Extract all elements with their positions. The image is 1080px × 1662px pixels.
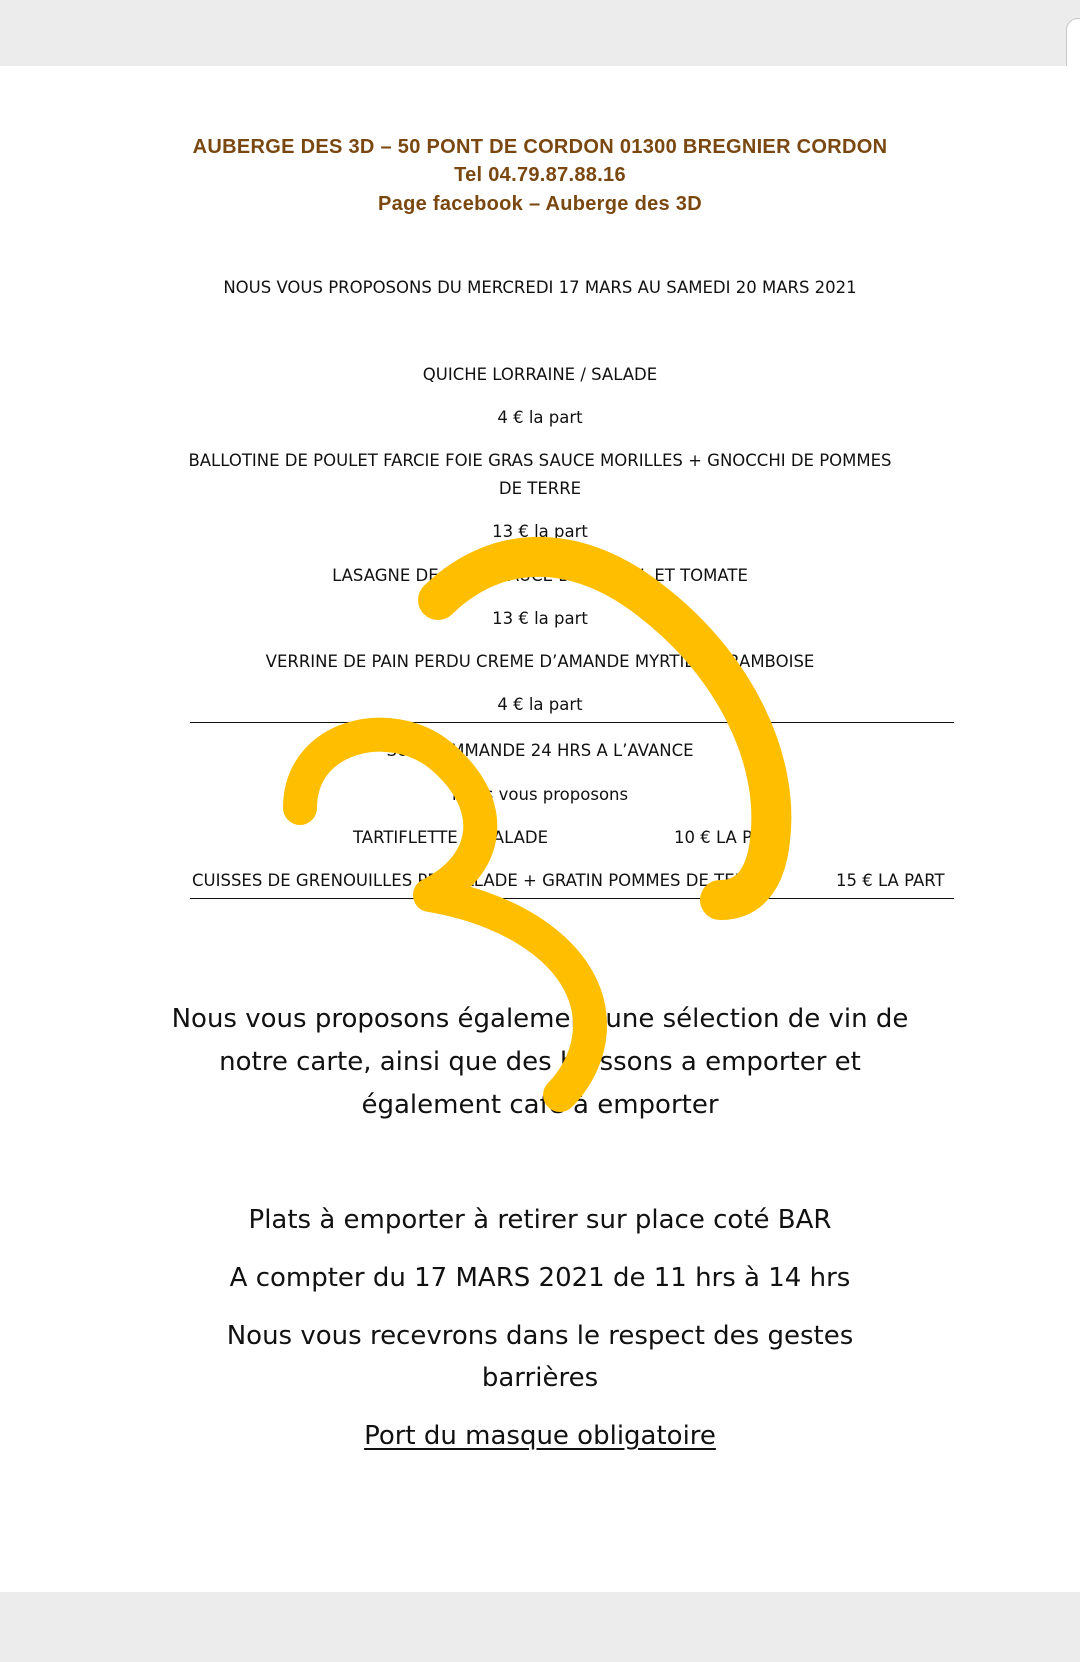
menu-item-name: BALLOTINE DE POULET FARCIE FOIE GRAS SAUCE MORILLES + GNOCCHI DE POMMES bbox=[188, 451, 892, 470]
menu-item-price: 13 € la part bbox=[492, 609, 588, 628]
header-address: AUBERGE DES 3D – 50 PONT DE CORDON 01300 BREGNIER CORDON bbox=[192, 136, 888, 158]
header-phone: Tel 04.79.87.88.16 bbox=[454, 164, 626, 186]
order-item-name: CUISSES DE GRENOUILLES PERSILLADE + GRATIN POMMES DE TERRE bbox=[192, 871, 768, 890]
order-section-subtitle: Nous vous proposons bbox=[451, 785, 629, 804]
menu-item-price: 4 € la part bbox=[497, 408, 583, 427]
wine-note: notre carte, ainsi que des boissons a emporter et bbox=[219, 1047, 861, 1077]
order-section-title: SUR COMMANDE 24 HRS A L’AVANCE bbox=[386, 741, 694, 760]
divider-bottom bbox=[190, 898, 954, 899]
intro-dates: NOUS VOUS PROPOSONS DU MERCREDI 17 MARS AU SAMEDI 20 MARS 2021 bbox=[223, 278, 857, 297]
pickup-safety: Nous vous recevrons dans le respect des gestes bbox=[226, 1321, 854, 1351]
menu-item-name: VERRINE DE PAIN PERDU CREME D’AMANDE MYRTILLE/FRAMBOISE bbox=[265, 652, 815, 671]
menu-item-name: QUICHE LORRAINE / SALADE bbox=[422, 365, 658, 384]
mask-requirement: Port du masque obligatoire bbox=[364, 1421, 716, 1451]
pickup-safety-continued: barrières bbox=[481, 1363, 599, 1393]
pickup-hours: A compter du 17 MARS 2021 de 11 hrs à 14 hrs bbox=[229, 1263, 851, 1293]
divider-top bbox=[190, 722, 954, 723]
order-item-price: 15 € LA PART bbox=[836, 871, 945, 890]
bottom-bezel bbox=[0, 1592, 1080, 1662]
wine-note: également café à emporter bbox=[361, 1090, 719, 1120]
top-bezel bbox=[0, 0, 1080, 66]
wine-note: Nous vous proposons également une sélection de vin de bbox=[171, 1004, 909, 1034]
header-facebook: Page facebook – Auberge des 3D bbox=[378, 193, 702, 215]
order-item-price: 10 € LA PART bbox=[674, 828, 783, 847]
menu-item-name: LASAGNE DE THON SAUCE BECHAMEL ET TOMATE bbox=[332, 566, 748, 585]
pickup-location: Plats à emporter à retirer sur place coté BAR bbox=[248, 1205, 832, 1235]
menu-item-name-continued: DE TERRE bbox=[498, 479, 582, 498]
menu-item-price: 4 € la part bbox=[497, 695, 583, 714]
menu-item-price: 13 € la part bbox=[492, 522, 588, 541]
order-item-name: TARTIFLETTE + SALADE bbox=[353, 828, 549, 847]
